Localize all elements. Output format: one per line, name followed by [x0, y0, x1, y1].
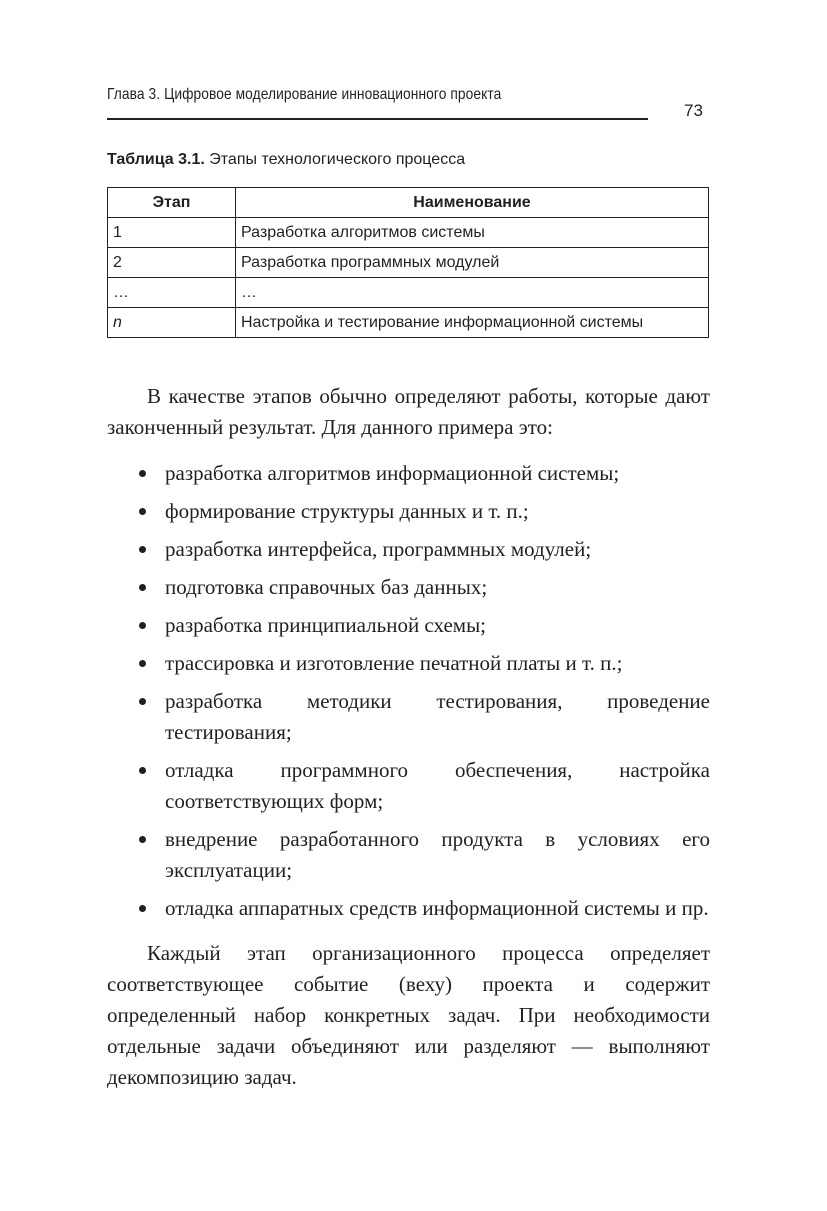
list-item-text: отладка программного обеспечения, настройка соответствующих форм;: [165, 758, 710, 813]
list-item-text: формирование структуры данных и т. п.;: [165, 499, 529, 523]
intro-paragraph: В качестве этапов обычно определяют работы, которые дают законченный результат. Для данного примера это:: [107, 384, 710, 439]
list-item: [107, 496, 710, 527]
table-header-row: [108, 188, 709, 218]
list-item-text: разработка интерфейса, программных модулей;: [165, 537, 592, 561]
stage-cell: 2: [108, 248, 236, 278]
bullet-icon: [139, 836, 146, 843]
list-item-text: внедрение разработанного продукта в условиях его эксплуатации;: [165, 827, 710, 882]
list-item-text: трассировка и изготовление печатной платы и т. п.;: [165, 651, 623, 675]
bullet-icon: [139, 470, 146, 477]
list-item: [107, 755, 710, 817]
closing-paragraph: Каждый этап организационного процесса определяет соответствующее событие (веху) проекта и содержит определенный набор конкретных задач. При необходимости отдельные задачи объединяют или разделяют — выполняют декомпозицию задач.: [107, 941, 710, 1089]
bullet-icon: [139, 622, 146, 629]
list-item: [107, 610, 710, 641]
bullet-icon: [139, 905, 146, 912]
stage-cell: …: [108, 278, 236, 308]
column-header-name: Наименование: [236, 188, 709, 218]
name-cell: Разработка программных модулей: [236, 248, 709, 278]
name-cell: …: [236, 278, 709, 308]
bullet-icon: [139, 698, 146, 705]
list-item: [107, 893, 710, 924]
list-item: [107, 458, 710, 489]
table-row: [108, 308, 709, 338]
list-item-text: разработка методики тестирования, проведение тестирования;: [165, 689, 710, 744]
column-header-stage: Этап: [108, 188, 236, 218]
table-caption-label: Таблица 3.1.: [107, 151, 205, 168]
bullet-list: [107, 458, 710, 924]
list-item-text: отладка аппаратных средств информационной системы и пр.: [165, 896, 709, 920]
stage-cell: 1: [108, 218, 236, 248]
list-item: [107, 686, 710, 748]
bullet-icon: [139, 508, 146, 515]
header-rule: [107, 118, 648, 120]
table-caption-text: Этапы технологического процесса: [209, 151, 466, 168]
list-item-text: подготовка справочных баз данных;: [165, 575, 488, 599]
table-row: [108, 218, 709, 248]
table-row: [108, 248, 709, 278]
bullet-icon: [139, 660, 146, 667]
bullet-icon: [139, 767, 146, 774]
list-item: [107, 572, 710, 603]
name-cell: Настройка и тестирование информационной системы: [236, 308, 709, 338]
body-text: [107, 381, 710, 1093]
list-item: [107, 648, 710, 679]
bullet-icon: [139, 584, 146, 591]
list-item: [107, 824, 710, 886]
name-cell: Разработка алгоритмов системы: [236, 218, 709, 248]
list-item-text: разработка принципиальной схемы;: [165, 613, 487, 637]
stage-cell: n: [108, 308, 236, 338]
running-header: Глава 3. Цифровое моделирование инновационного проекта: [107, 86, 502, 103]
list-item: [107, 534, 710, 565]
bullet-icon: [139, 546, 146, 553]
stages-table: [107, 187, 709, 338]
page-number: 73: [684, 101, 703, 120]
table-row: [108, 278, 709, 308]
list-item-text: разработка алгоритмов информационной системы;: [165, 461, 620, 485]
table-caption: [107, 151, 465, 169]
